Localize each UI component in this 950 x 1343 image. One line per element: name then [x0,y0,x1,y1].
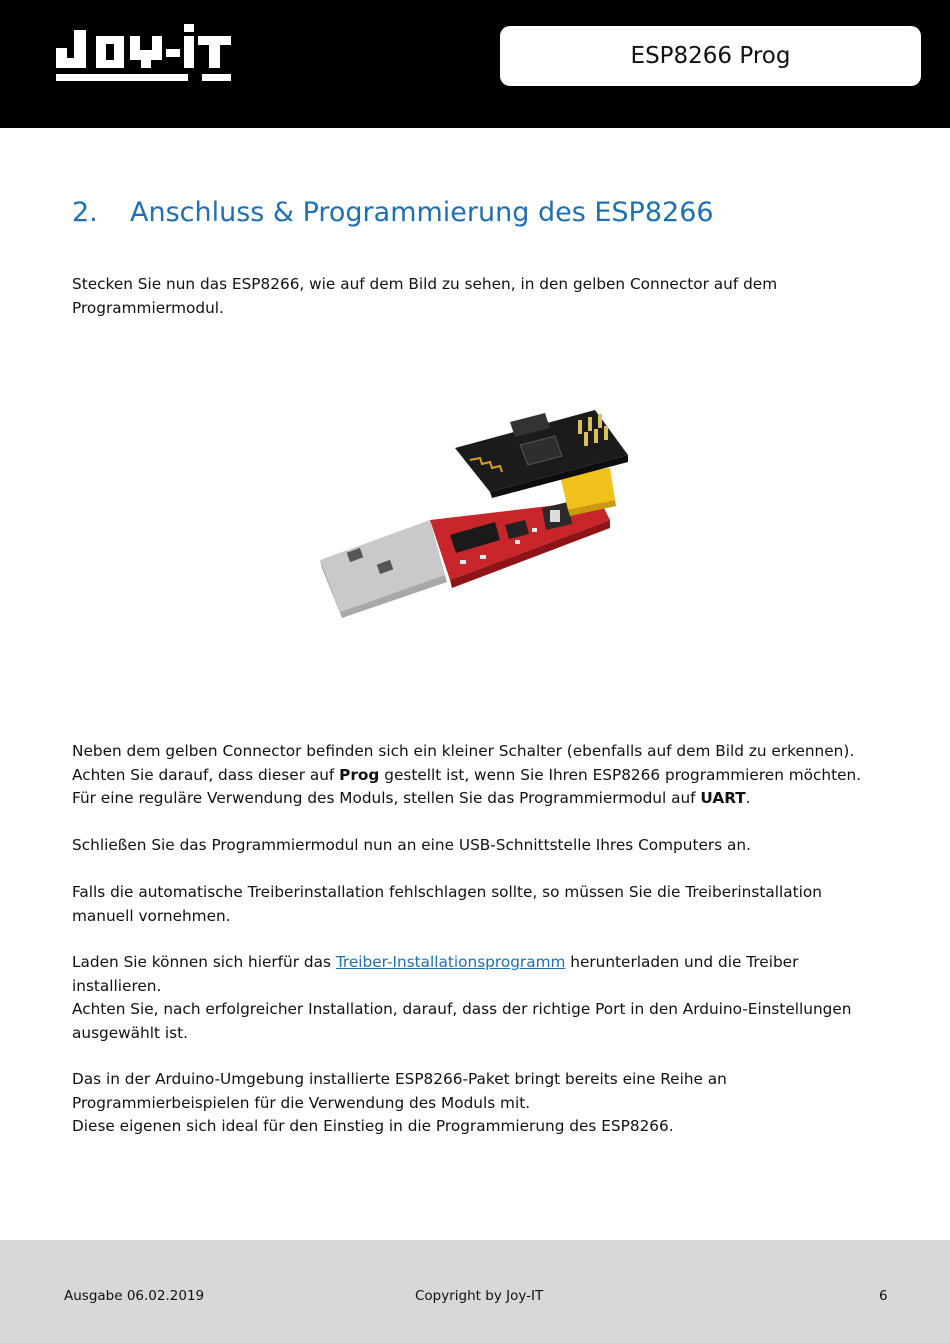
download-line-1-end: herunterladen und die Treiber [565,953,799,971]
driver-line-2: manuell vornehmen. [72,906,231,925]
footer-copyright: Copyright by Joy-IT [415,1288,544,1304]
footer-page-number: 6 [879,1288,888,1304]
intro-line-1: Stecken Sie nun das ESP8266, wie auf dem Bild zu sehen, in den gelben Connector auf dem [72,275,778,293]
switch-line-1: Neben dem gelben Connector befinden sich ein kleiner Schalter (ebenfalls auf dem Bild zu erkennen). [72,742,855,760]
section-heading [72,197,714,228]
examples-line-3: Diese eigenen sich ideal für den Einstieg in die Programmierung des ESP8266. [72,1117,674,1135]
download-line-2: installieren. [72,976,162,995]
document-title: ESP8266 Prog [500,26,921,86]
section-title: Anschluss & Programmierung des ESP8266 [130,197,714,228]
examples-line-1: Das in der Arduino-Umgebung installierte ESP8266-Paket bringt bereits eine Reihe an [72,1070,727,1088]
section-number: 2. [72,197,98,228]
driver-installer-link[interactable]: Treiber-Installationsprogramm [335,953,566,971]
usb-paragraph [72,834,872,858]
esp8266-programmer-photo [310,400,640,630]
usb-line: Schließen Sie das Programmiermodul nun an eine USB-Schnittstelle Ihres Computers an. [72,836,751,854]
switch-line-2-start: Achten Sie darauf, dass dieser auf [72,765,340,784]
uart-keyword: UART [700,789,746,807]
switch-line-3-end: . [745,789,751,807]
examples-paragraph [72,1068,872,1139]
port-line-1: Achten Sie, nach erfolgreicher Installation, darauf, dass der richtige Port in den Arduino-Einstellungen [72,1000,852,1018]
examples-line-2: Programmierbeispielen für die Verwendung des Moduls mit. [72,1093,531,1112]
switch-line-2-end: gestellt ist, wenn Sie Ihren ESP8266 programmieren möchten. [379,765,862,784]
download-line-1-start: Laden Sie können sich hierfür das [72,953,336,971]
driver-paragraph [72,881,872,928]
joy-it-logo [56,22,231,86]
driver-line-1: Falls die automatische Treiberinstallation fehlschlagen sollte, so müssen Sie die Treiberinstallation [72,883,822,901]
intro-line-2: Programmiermodul. [72,298,224,317]
page-header [0,0,950,128]
switch-paragraph [72,740,872,811]
footer-edition: Ausgabe 06.02.2019 [64,1288,205,1304]
download-paragraph [72,951,872,1045]
intro-paragraph [72,273,872,320]
switch-line-3-start: Für eine reguläre Verwendung des Moduls, stellen Sie das Programmiermodul auf [72,789,701,807]
port-line-2: ausgewählt ist. [72,1023,188,1042]
prog-keyword: Prog [339,765,380,784]
